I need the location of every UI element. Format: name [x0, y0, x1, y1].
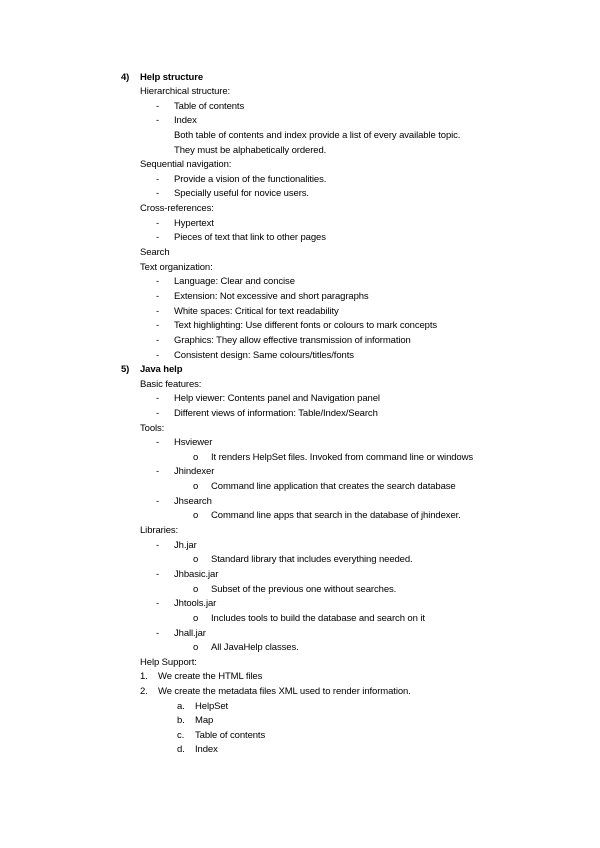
subheading: Hierarchical structure: — [140, 86, 231, 97]
subheading: Sequential navigation: — [140, 159, 232, 170]
section-title: Java help — [140, 364, 183, 375]
circle-bullet: o — [193, 642, 199, 653]
step-text: We create the metadata files XML used to render information. — [158, 686, 411, 697]
list-item: Jh.jar — [174, 540, 197, 551]
dash-bullet: - — [156, 218, 160, 229]
list-item: Consistent design: Same colours/titles/fonts — [174, 350, 354, 361]
sub-list-item: Command line apps that search in the database of jhindexer. — [211, 510, 461, 521]
step-number: 1. — [140, 671, 148, 682]
list-item: Language: Clear and concise — [174, 276, 295, 287]
circle-bullet: o — [193, 584, 199, 595]
dash-bullet: - — [156, 393, 160, 404]
note-text: Both table of contents and index provide a list of every available topic. — [174, 130, 461, 141]
dash-bullet: - — [156, 540, 160, 551]
list-item: Jhbasic.jar — [174, 569, 219, 580]
dash-bullet: - — [156, 408, 160, 419]
list-item: Help viewer: Contents panel and Navigation panel — [174, 393, 380, 404]
circle-bullet: o — [193, 554, 199, 565]
subheading: Text organization: — [140, 262, 213, 273]
dash-bullet: - — [156, 437, 160, 448]
sub-step-letter: b. — [177, 715, 185, 726]
list-item: Hsviewer — [174, 437, 213, 448]
sub-list-item: All JavaHelp classes. — [211, 642, 299, 653]
subheading: Search — [140, 247, 170, 258]
list-item: Index — [174, 115, 197, 126]
dash-bullet: - — [156, 320, 160, 331]
sub-step-text: Map — [195, 715, 214, 726]
subheading: Tools: — [140, 423, 165, 434]
list-item: Hypertext — [174, 218, 214, 229]
sub-list-item: Subset of the previous one without searches. — [211, 584, 397, 595]
dash-bullet: - — [156, 598, 160, 609]
sub-list-item: Command line application that creates the search database — [211, 481, 456, 492]
sub-step-letter: d. — [177, 744, 185, 755]
dash-bullet: - — [156, 291, 160, 302]
list-item: Text highlighting: Use different fonts or colours to mark concepts — [174, 320, 438, 331]
sub-step-letter: c. — [177, 730, 185, 741]
section-number: 4) — [121, 72, 130, 83]
dash-bullet: - — [156, 101, 160, 112]
list-item: Pieces of text that link to other pages — [174, 232, 326, 243]
sub-step-text: HelpSet — [195, 701, 229, 712]
dash-bullet: - — [156, 174, 160, 185]
dash-bullet: - — [156, 232, 160, 243]
sub-list-item: Standard library that includes everything needed. — [211, 554, 413, 565]
step-text: We create the HTML files — [158, 671, 263, 682]
circle-bullet: o — [193, 613, 199, 624]
section-title: Help structure — [140, 72, 204, 83]
sub-step-text: Table of contents — [195, 730, 266, 741]
sub-step-text: Index — [195, 744, 218, 755]
list-item: Jhsearch — [174, 496, 212, 507]
subheading: Cross-references: — [140, 203, 214, 214]
list-item: Jhall.jar — [174, 628, 206, 639]
list-item: Table of contents — [174, 101, 245, 112]
note-text: They must be alphabetically ordered. — [174, 145, 327, 156]
step-number: 2. — [140, 686, 148, 697]
sub-step-letter: a. — [177, 701, 185, 712]
list-item: Extension: Not excessive and short paragraphs — [174, 291, 369, 302]
dash-bullet: - — [156, 276, 160, 287]
list-item: White spaces: Critical for text readability — [174, 306, 339, 317]
list-item: Graphics: They allow effective transmission of information — [174, 335, 411, 346]
list-item: Specially useful for novice users. — [174, 188, 309, 199]
circle-bullet: o — [193, 481, 199, 492]
subheading: Libraries: — [140, 525, 179, 536]
dash-bullet: - — [156, 466, 160, 477]
dash-bullet: - — [156, 306, 160, 317]
list-item: Jhtools.jar — [174, 598, 217, 609]
subheading: Help Support: — [140, 657, 197, 668]
dash-bullet: - — [156, 569, 160, 580]
section-number: 5) — [121, 364, 130, 375]
sub-list-item: Includes tools to build the database and search on it — [211, 613, 425, 624]
dash-bullet: - — [156, 335, 160, 346]
dash-bullet: - — [156, 188, 160, 199]
dash-bullet: - — [156, 350, 160, 361]
dash-bullet: - — [156, 496, 160, 507]
circle-bullet: o — [193, 452, 199, 463]
sub-list-item: It renders HelpSet files. Invoked from command line or windows — [211, 452, 474, 463]
subheading: Basic features: — [140, 379, 202, 390]
list-item: Different views of information: Table/Index/Search — [174, 408, 378, 419]
dash-bullet: - — [156, 115, 160, 126]
list-item: Provide a vision of the functionalities. — [174, 174, 327, 185]
list-item: Jhindexer — [174, 466, 215, 477]
circle-bullet: o — [193, 510, 199, 521]
dash-bullet: - — [156, 628, 160, 639]
